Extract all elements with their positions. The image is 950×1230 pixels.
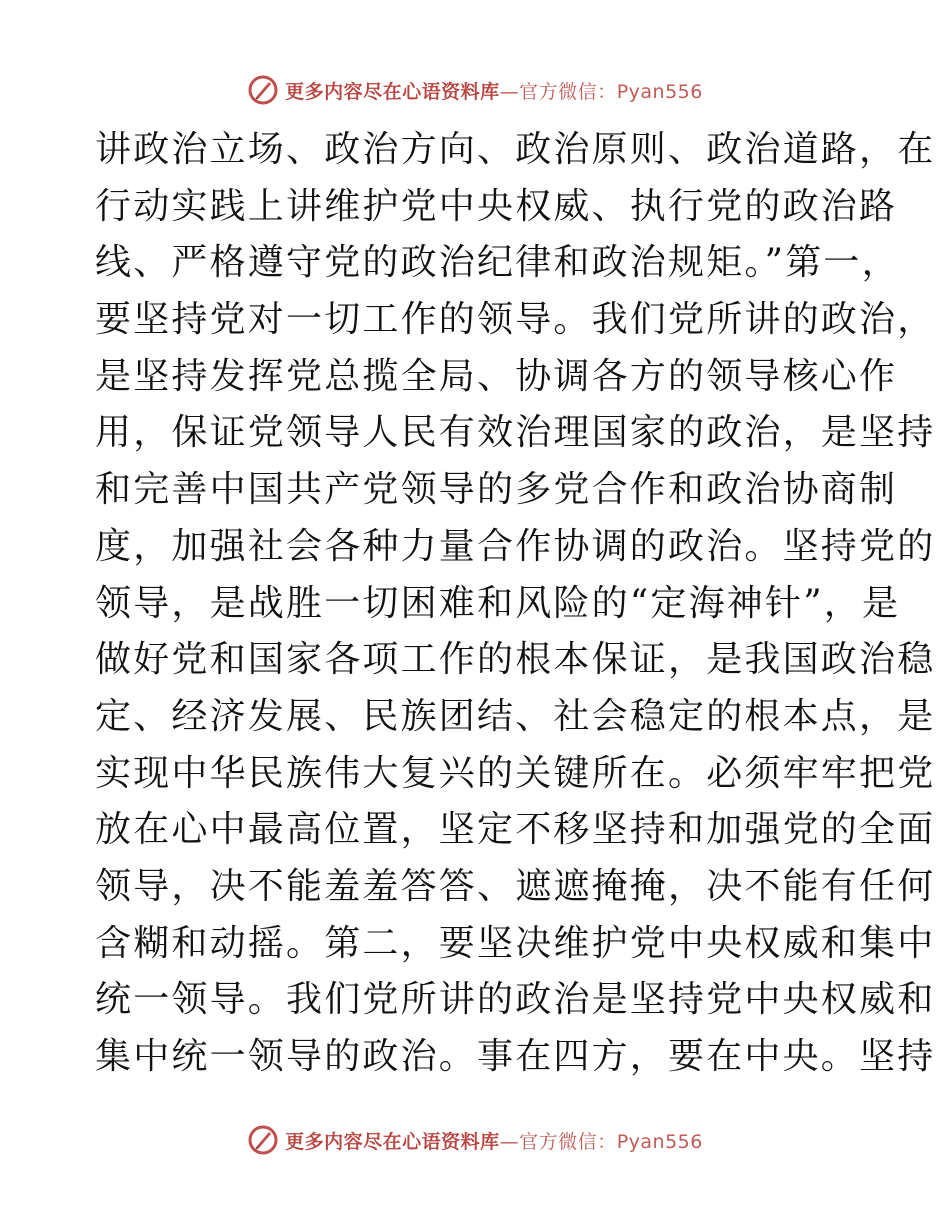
watermark-logo-icon (247, 1124, 279, 1156)
header-watermark (0, 70, 950, 110)
body-line: 行动实践上讲维护党中央权威、执行党的政治路 (95, 185, 898, 227)
watermark-label: 官方微信： (519, 1130, 617, 1153)
watermark-separator: — (499, 80, 520, 103)
body-line: 线、严格遵守党的政治纪律和政治规矩。”第一， (95, 242, 900, 284)
body-line: 含糊和动摇。第二，要坚决维护党中央权威和集中 (95, 922, 936, 964)
watermark-wechat-id: Pyan556 (616, 1130, 703, 1153)
watermark-text (285, 1127, 703, 1154)
body-line: 做好党和国家各项工作的根本保证，是我国政治稳 (95, 639, 936, 681)
body-line: 领导，是战胜一切困难和风险的“定海神针”，是 (95, 582, 901, 624)
watermark-main: 更多内容尽在心语资料库 (285, 80, 500, 103)
body-line: 领导，决不能羞羞答答、遮遮掩掩，决不能有任何 (95, 865, 936, 907)
body-line: 统一领导。我们党所讲的政治是坚持党中央权威和 (95, 979, 936, 1021)
body-line: 讲政治立场、政治方向、政治原则、政治道路，在 (95, 129, 936, 170)
body-line: 放在心中最高位置，坚定不移坚持和加强党的全面 (95, 809, 936, 851)
body-line: 度，加强社会各种力量合作协调的政治。坚持党的 (95, 525, 936, 567)
body-line: 集中统一领导的政治。事在四方，要在中央。坚持 (95, 1036, 936, 1077)
body-line: 和完善中国共产党领导的多党合作和政治协商制 (95, 469, 898, 511)
body-line: 是坚持发挥党总揽全局、协调各方的领导核心作 (95, 355, 898, 397)
body-line: 定、经济发展、民族团结、社会稳定的根本点，是 (95, 695, 936, 737)
body-line: 实现中华民族伟大复兴的关键所在。必须牢牢把党 (95, 752, 936, 794)
watermark-separator: — (499, 1130, 520, 1153)
watermark-text (285, 77, 703, 104)
watermark-main: 更多内容尽在心语资料库 (285, 1130, 500, 1153)
watermark-label: 官方微信： (519, 80, 617, 103)
watermark-logo-icon (247, 74, 279, 106)
footer-watermark (0, 1120, 950, 1160)
body-line: 用，保证党领导人民有效治理国家的政治，是坚持 (95, 412, 936, 454)
body-line: 要坚持党对一切工作的领导。我们党所讲的政治， (95, 299, 936, 341)
watermark-wechat-id: Pyan556 (616, 80, 703, 103)
document-body (95, 122, 936, 1086)
